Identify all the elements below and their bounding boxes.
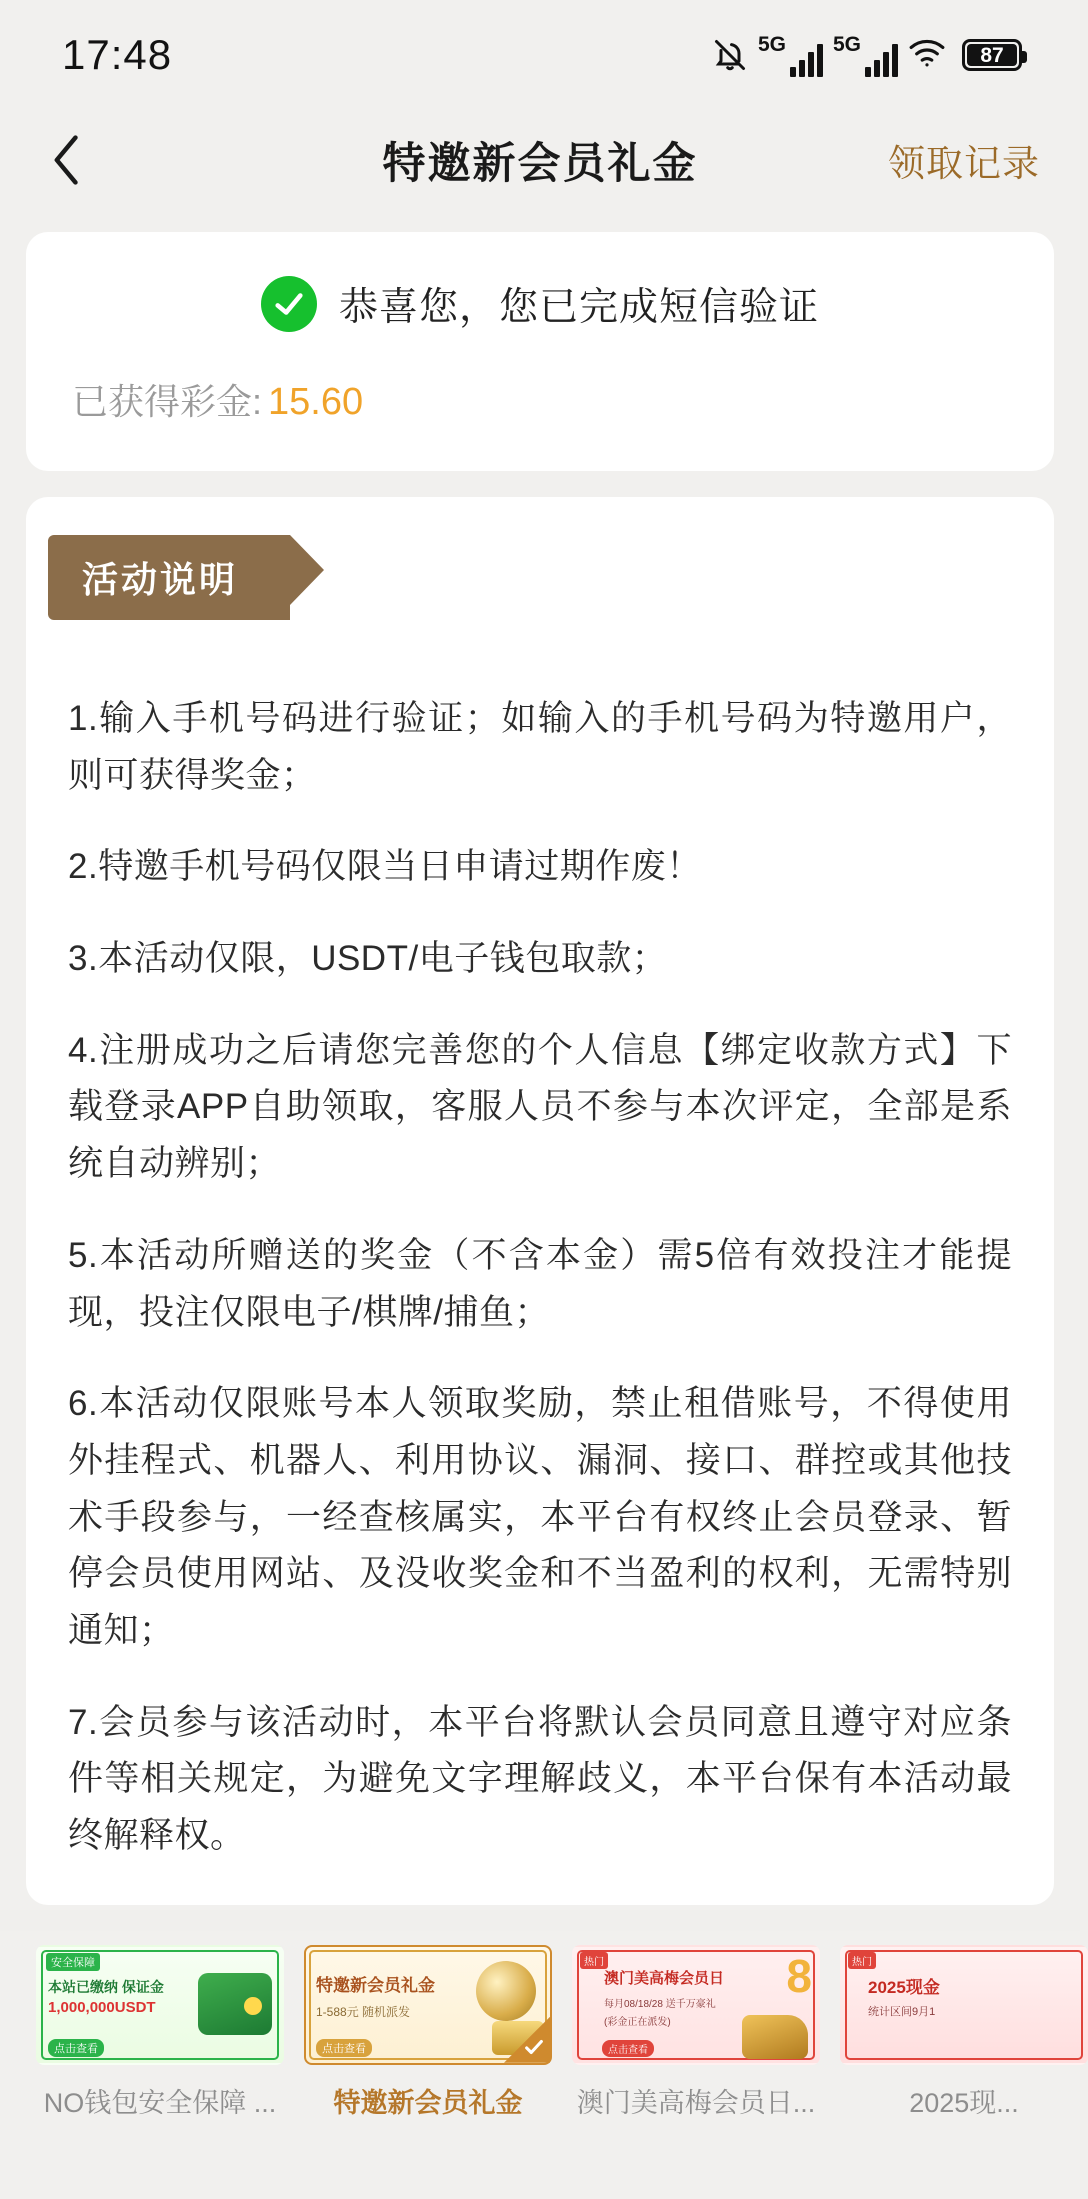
- promo-line1: 澳门美高梅会员日: [604, 1969, 725, 1987]
- promo-line2: 统计区间9月1: [868, 2005, 936, 2018]
- promo-button-label: 点击查看: [48, 2039, 104, 2057]
- rules-list: [26, 620, 1054, 1865]
- activity-description-card: [26, 497, 1054, 1905]
- promo-item-mgm-member-day[interactable]: [572, 1945, 820, 2120]
- promo-line3: (彩金正在派发): [604, 2016, 671, 2028]
- rule-item: 2.特邀手机号码仅限当日申请过期作废！: [68, 847, 702, 887]
- rule-item: 3.本活动仅限，USDT/电子钱包取款；: [68, 939, 668, 979]
- promo-tag: 热门: [580, 1952, 608, 1969]
- sim2-signal: [833, 34, 898, 77]
- promo-line1: 本站已缴纳 保证金: [48, 1978, 164, 1995]
- rule-item: 1.输入手机号码进行验证；如输入的手机号码为特邀用户，则可获得奖金；: [68, 699, 1012, 795]
- promo-item-no-wallet[interactable]: [36, 1945, 284, 2120]
- promo-line2: 1-588元 随机派发: [316, 2004, 411, 2019]
- battery-indicator: [962, 39, 1022, 71]
- promo-thumb-image[interactable]: [840, 1945, 1088, 2065]
- back-button[interactable]: [36, 128, 100, 192]
- page-content: [0, 210, 1080, 1931]
- promo-caption: 特邀新会员礼金: [333, 2087, 523, 2118]
- rule-item: 4.注册成功之后请您完善您的个人信息【绑定收款方式】下载登录APP自助领取，客服人员不参与本次评定，全部是系统自动辨别；: [68, 1030, 1012, 1184]
- activity-description-ribbon: 活动说明: [48, 535, 290, 620]
- rule-item: 5.本活动所赠送的奖金（不含本金）需5倍有效投注才能提现，投注仅限电子/棋牌/捕鱼；: [68, 1235, 1012, 1332]
- promo-tag: 热门: [848, 1952, 876, 1969]
- promo-item-new-member-gift[interactable]: [304, 1945, 552, 2120]
- promo-tag: 安全保障: [46, 1953, 100, 1971]
- verification-success-card: [26, 232, 1054, 471]
- wifi-icon: [908, 38, 946, 73]
- sim1-bars: [790, 43, 823, 77]
- chevron-left-icon: [49, 132, 87, 188]
- promo-line2: 每月08/18/28 送千万豪礼: [604, 1998, 716, 2010]
- promo-caption: 澳门美高梅会员日...: [576, 2087, 816, 2118]
- promo-line1: 2025现金: [868, 1977, 940, 1997]
- rule-item: 7.会员参与该活动时，本平台将默认会员同意且遵守对应条件等相关规定，为避免文字理解歧义，本平台保有本活动最终解释权。: [68, 1702, 1012, 1855]
- check-circle-icon: [261, 276, 317, 332]
- success-row: [72, 276, 1008, 332]
- sim2-network-label: 5G: [832, 32, 861, 56]
- nav-bar: [0, 110, 1080, 210]
- promo-carousel[interactable]: [0, 1931, 1080, 2199]
- promo-button-label: 点击查看: [602, 2040, 654, 2057]
- status-icons: [712, 34, 1022, 77]
- promo-item-2025-cash[interactable]: [840, 1945, 1088, 2120]
- coin-icon: [476, 1961, 536, 2021]
- promo-caption: 2025现...: [909, 2087, 1019, 2118]
- sim2-bars: [865, 43, 898, 77]
- rule-item: 6.本活动仅限账号本人领取奖励，禁止租借账号，不得使用外挂程式、机器人、利用协议、漏洞、接口、群控或其他技术手段参与，一经查核属实，本平台有权终止会员登录、暂停会员使用网站、及没收奖金和不当盈利的权利，无需特别通知；: [68, 1384, 1012, 1650]
- promo-thumb-image[interactable]: [36, 1945, 284, 2065]
- battery-percent: 87: [980, 43, 1004, 67]
- wallet-icon: [198, 1973, 272, 2035]
- promo-thumb-image[interactable]: [304, 1945, 552, 2065]
- page-title: 特邀新会员礼金: [382, 139, 698, 188]
- promo-line2: 1,000,000USDT: [48, 1998, 156, 2016]
- bell-muted-icon: [712, 37, 748, 73]
- promo-thumb-image[interactable]: [572, 1945, 820, 2065]
- promo-big-number: 8: [786, 1949, 812, 2002]
- status-time: 17:48: [62, 31, 173, 78]
- bonus-amount-value: 15.60: [268, 381, 364, 423]
- bonus-amount-label: 已获得彩金:: [72, 381, 263, 422]
- status-bar: [0, 0, 1080, 110]
- sim1-network-label: 5G: [757, 32, 786, 56]
- bonus-amount-row: [72, 374, 1008, 425]
- promo-line1: 特邀新会员礼金: [316, 1975, 435, 1995]
- success-message: 恭喜您，您已完成短信验证: [338, 286, 819, 329]
- promo-caption: NO钱包安全保障 ...: [43, 2087, 277, 2118]
- lion-icon: [742, 2015, 808, 2059]
- promo-button-label: 点击查看: [316, 2039, 372, 2057]
- promo-thumb-list: [0, 1945, 1080, 2120]
- claim-records-link[interactable]: 领取记录: [888, 143, 1040, 184]
- sim1-signal: [758, 34, 823, 77]
